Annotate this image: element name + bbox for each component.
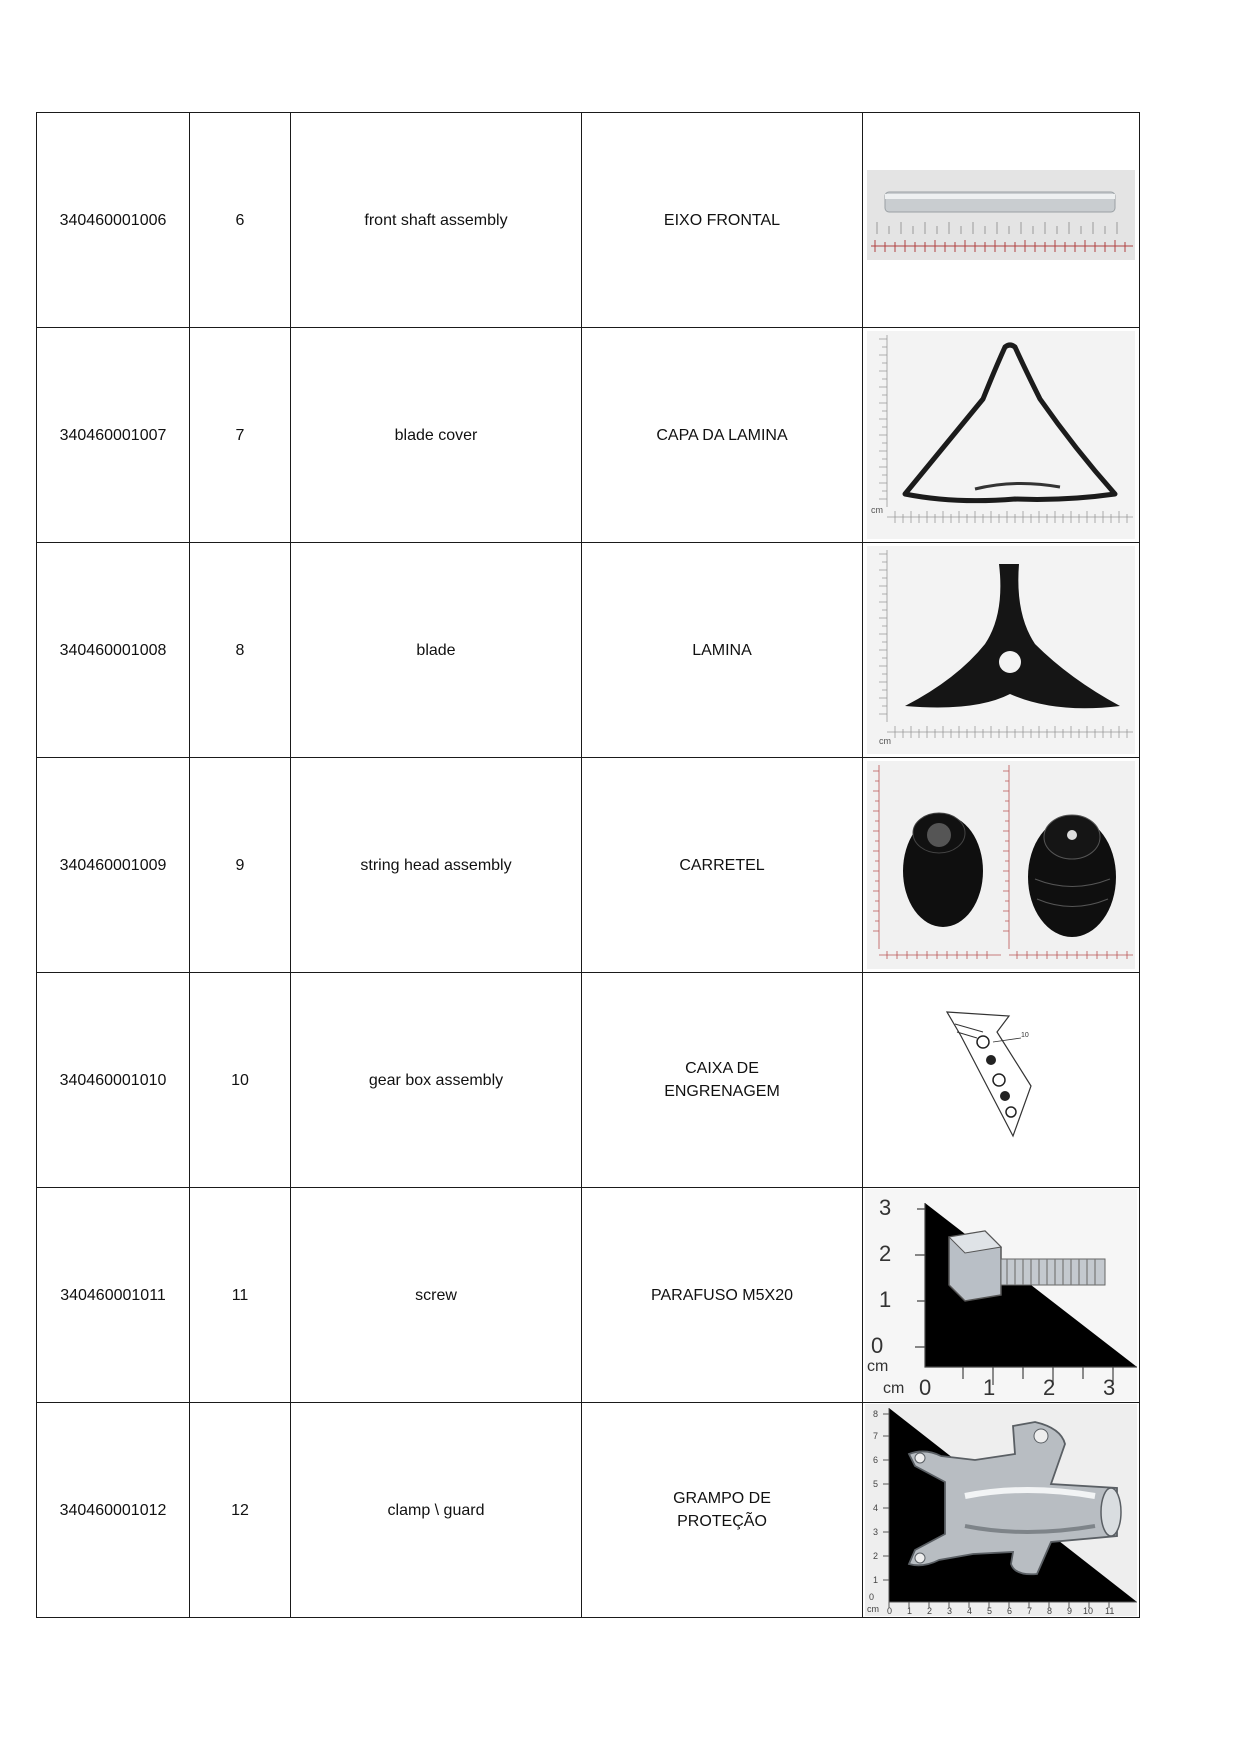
- part-name-en: front shaft assembly: [291, 113, 582, 328]
- svg-text:10: 10: [1021, 1032, 1029, 1039]
- table-row: [37, 543, 1140, 758]
- table-row: [37, 113, 1140, 328]
- part-name-pt: [582, 328, 863, 543]
- part-image-cell: [863, 973, 1140, 1188]
- part-name-en: blade: [291, 543, 582, 758]
- svg-text:7: 7: [1027, 1606, 1033, 1616]
- svg-text:8: 8: [873, 1409, 879, 1419]
- part-name-pt: [582, 973, 863, 1188]
- svg-text:cm: cm: [883, 1380, 905, 1397]
- svg-text:9: 9: [1067, 1606, 1073, 1616]
- part-code: 340460001008: [37, 543, 190, 758]
- part-image-cell: [863, 543, 1140, 758]
- part-image-cell: [863, 1403, 1140, 1618]
- part-code: 340460001007: [37, 328, 190, 543]
- part-code: 340460001011: [37, 1188, 190, 1403]
- svg-text:cm: cm: [879, 736, 891, 746]
- svg-text:2: 2: [1043, 1375, 1056, 1400]
- part-name-en: clamp \ guard: [291, 1403, 582, 1618]
- svg-text:4: 4: [967, 1606, 973, 1616]
- blade-photo: [865, 544, 1137, 756]
- svg-text:5: 5: [873, 1479, 879, 1489]
- part-image-cell: [863, 1188, 1140, 1403]
- svg-text:10: 10: [1083, 1606, 1094, 1616]
- part-name-pt: [582, 113, 863, 328]
- svg-text:1: 1: [907, 1606, 913, 1616]
- svg-text:2: 2: [927, 1606, 933, 1616]
- svg-text:3: 3: [947, 1606, 953, 1616]
- part-name-en: gear box assembly: [291, 973, 582, 1188]
- svg-text:cm: cm: [867, 1358, 889, 1375]
- part-image-cell: [863, 758, 1140, 973]
- string-head-photo: [865, 759, 1137, 971]
- part-name-pt-text: GRAMPO DE PROTEÇÃO: [673, 1490, 771, 1530]
- item-number: 12: [190, 1403, 291, 1618]
- part-name-en: blade cover: [291, 328, 582, 543]
- svg-text:8: 8: [1047, 1606, 1053, 1616]
- item-number: 9: [190, 758, 291, 973]
- part-name-en: screw: [291, 1188, 582, 1403]
- part-name-pt: [582, 1188, 863, 1403]
- part-name-pt: [582, 758, 863, 973]
- clamp-guard-photo: [865, 1404, 1137, 1616]
- svg-text:6: 6: [873, 1455, 879, 1465]
- screw-photo: [865, 1189, 1137, 1401]
- svg-text:5: 5: [987, 1606, 993, 1616]
- svg-text:0: 0: [869, 1592, 875, 1602]
- svg-text:2: 2: [873, 1551, 879, 1561]
- svg-text:3: 3: [873, 1527, 879, 1537]
- table-row: [37, 758, 1140, 973]
- part-name-en: string head assembly: [291, 758, 582, 973]
- svg-text:1: 1: [983, 1375, 996, 1400]
- part-name-pt-text: PARAFUSO M5X20: [651, 1286, 793, 1304]
- item-number: 11: [190, 1188, 291, 1403]
- table-row: [37, 328, 1140, 543]
- svg-text:2: 2: [879, 1241, 892, 1266]
- svg-text:7: 7: [873, 1431, 879, 1441]
- gear-box-diagram: [865, 974, 1137, 1186]
- part-name-pt-text: EIXO FRONTAL: [663, 211, 781, 229]
- part-name-pt: [582, 543, 863, 758]
- table-row: [37, 1188, 1140, 1403]
- svg-text:3: 3: [1103, 1375, 1116, 1400]
- svg-text:3: 3: [879, 1195, 892, 1220]
- blade-cover-photo: [865, 329, 1137, 541]
- part-code: 340460001012: [37, 1403, 190, 1618]
- svg-text:11: 11: [1105, 1606, 1115, 1616]
- item-number: 7: [190, 328, 291, 543]
- part-code: 340460001006: [37, 113, 190, 328]
- table-row: [37, 973, 1140, 1188]
- item-number: 8: [190, 543, 291, 758]
- front-shaft-photo: [865, 114, 1137, 326]
- svg-text:cm: cm: [867, 1604, 879, 1614]
- svg-text:cm: cm: [871, 505, 883, 515]
- item-number: 10: [190, 973, 291, 1188]
- item-number: 6: [190, 113, 291, 328]
- svg-text:1: 1: [879, 1287, 892, 1312]
- parts-table: [36, 112, 1140, 1618]
- part-image-cell: [863, 113, 1140, 328]
- svg-text:0: 0: [887, 1606, 893, 1616]
- part-name-pt-text: CAPA DA LAMINA: [656, 426, 788, 444]
- svg-text:1: 1: [873, 1575, 879, 1585]
- part-code: 340460001009: [37, 758, 190, 973]
- part-name-pt-text: CARRETEL: [679, 856, 765, 874]
- svg-text:6: 6: [1007, 1606, 1013, 1616]
- svg-text:0: 0: [919, 1375, 932, 1400]
- part-name-pt: [582, 1403, 863, 1618]
- part-name-pt-text: LAMINA: [692, 641, 752, 659]
- part-code: 340460001010: [37, 973, 190, 1188]
- part-image-cell: [863, 328, 1140, 543]
- svg-text:0: 0: [871, 1333, 884, 1358]
- svg-text:4: 4: [873, 1503, 879, 1513]
- table-row: [37, 1403, 1140, 1618]
- part-name-pt-text: CAIXA DE ENGRENAGEM: [664, 1060, 780, 1100]
